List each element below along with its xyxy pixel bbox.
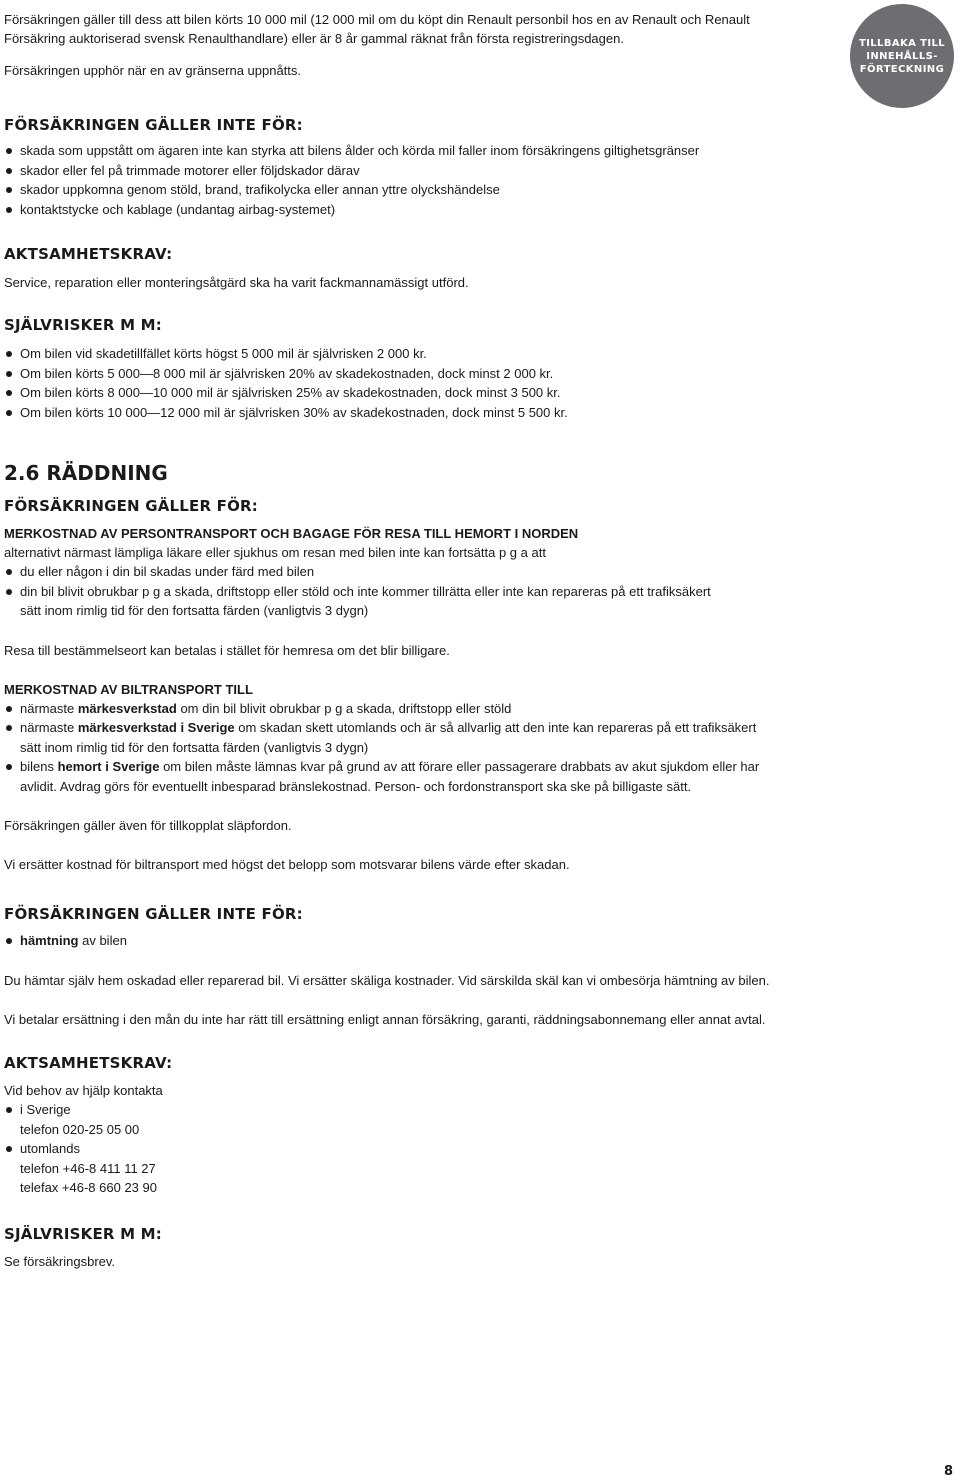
list-item: du eller någon i din bil skadas under färd med bilen <box>4 562 759 582</box>
section-heading: FÖRSÄKRINGEN GÄLLER INTE FÖR: <box>4 116 303 134</box>
list-item: Om bilen körts 10 000—12 000 mil är självrisken 30% av skadekostnaden, dock minst 5 500 kr. <box>4 403 568 423</box>
back-link-line-2: INNEHÅLLS- <box>866 50 938 62</box>
list-item: Om bilen körts 5 000—8 000 mil är självrisken 20% av skadekostnaden, dock minst 2 000 kr. <box>4 364 568 384</box>
intro-block <box>4 10 750 80</box>
fax-abroad: telefax +46-8 660 23 90 <box>20 1180 157 1195</box>
diligence-section <box>4 244 469 292</box>
intro-line-2: Försäkring auktoriserad svensk Renaulthandlare) eller är 8 år gammal räknat från första registreringsdagen. <box>4 31 624 46</box>
list-item-continuation: sätt inom rimlig tid för den fortsatta färden (vanligtvis 3 dygn) <box>20 603 369 618</box>
list-item: närmaste märkesverkstad i Sverige om skadan skett utomlands och är så allvarlig att den inte kan repareras på ett trafiksäkert <box>4 718 759 738</box>
list-item: Om bilen vid skadetillfället körts högst 5 000 mil är självrisken 2 000 kr. <box>4 344 568 364</box>
resa-text: Resa till bestämmelseort kan betalas i stället för hemresa om det blir billigare. <box>4 642 450 658</box>
back-to-toc-button[interactable] <box>850 4 954 108</box>
emphasis: hemort i Sverige <box>57 759 160 774</box>
emphasis: hämtning <box>20 933 79 948</box>
list-item: kontaktstycke och kablage (undantag airbag-systemet) <box>4 200 699 220</box>
phone-sweden: telefon 020-25 05 00 <box>20 1121 140 1137</box>
deductibles-section-2 <box>4 1224 162 1271</box>
exclusions-section-2 <box>4 904 769 1029</box>
list-item-continuation: avlidit. Avdrag görs för eventuellt inbesparad bränslekostnad. Person- och fordonstransport ska ske på billigaste sätt. <box>20 778 692 794</box>
car-transport-list-cont <box>4 757 759 777</box>
list-item: skada som uppstått om ägaren inte kan styrka att bilens ålder och körda mil faller inom försäkringens giltighetsgränser <box>4 141 699 161</box>
section-heading: SJÄLVRISKER M M: <box>4 1225 162 1243</box>
list-item-continuation: sätt inom rimlig tid för den fortsatta färden (vanligtvis 3 dygn) <box>20 739 369 755</box>
transport-list <box>4 562 759 601</box>
emphasis: märkesverkstad <box>77 700 177 716</box>
emphasis: märkesverkstad i Sverige <box>77 720 235 735</box>
section-title: 2.6 RÄDDNING <box>4 461 168 485</box>
list-item-line: din bil blivit obrukbar p g a skada, driftstopp eller stöld och inte kommer tillrätta eller inte kan repareras på ett trafiksäkert <box>20 583 711 599</box>
subheading-intro: alternativt närmast lämpliga läkare eller sjukhus om resan med bilen inte kan fortsätta p g a att <box>4 545 546 560</box>
contact-intro: Vid behov av hjälp kontakta <box>4 1083 163 1098</box>
back-link-line-1: TILLBAKA TILL <box>858 37 946 49</box>
trailer-text: Försäkringen gäller även för tillkopplat släpfordon. <box>4 818 292 833</box>
contact-list <box>4 1100 172 1120</box>
car-transport-list <box>4 699 759 738</box>
list-item: i Sverige <box>4 1100 172 1120</box>
list-item <box>4 582 759 602</box>
back-link-line-3: FÖRTECKNING <box>859 63 945 75</box>
phone-abroad: telefon +46-8 411 11 27 <box>20 1160 156 1176</box>
exclusions-section <box>4 115 699 219</box>
list-item: Om bilen körts 8 000—10 000 mil är självrisken 25% av skadekostnaden, dock minst 3 500 kr. <box>4 383 568 403</box>
deductibles-list <box>4 344 568 422</box>
page-number: 8 <box>944 1464 954 1479</box>
intro-line-1: Försäkringen gäller till dess att bilen körts 10 000 mil (12 000 mil om du köpt din Renault personbil hos en av Renault och Renault <box>4 12 750 27</box>
section-heading: FÖRSÄKRINGEN GÄLLER INTE FÖR: <box>4 905 303 923</box>
compensation-text: Vi ersätter kostnad för biltransport med högst det belopp som motsvarar bilens värde efter skadan. <box>4 857 570 872</box>
contact-list-cont <box>4 1139 172 1159</box>
deductible-text: Se försäkringsbrev. <box>4 1254 116 1269</box>
section-heading: SJÄLVRISKER M M: <box>4 316 162 334</box>
diligence-section-2 <box>4 1053 172 1198</box>
exclusions-list-2 <box>4 931 769 951</box>
exclusions-list <box>4 141 699 219</box>
compensation-limit-text: Vi betalar ersättning i den mån du inte har rätt till ersättning enligt annan försäkring, garanti, räddningsabonnemang eller annat avtal. <box>4 1011 766 1027</box>
intro-line-3: Försäkringen upphör när en av gränserna uppnåtts. <box>4 63 302 78</box>
section-heading: FÖRSÄKRINGEN GÄLLER FÖR: <box>4 497 259 515</box>
list-item: utomlands <box>4 1139 172 1159</box>
deductibles-section <box>4 315 568 422</box>
coverage-section <box>4 496 759 874</box>
subheading: MERKOSTNAD AV PERSONTRANSPORT OCH BAGAGE FÖR RESA TILL HEMORT I NORDEN <box>4 526 579 541</box>
pickup-text: Du hämtar själv hem oskadad eller reparerad bil. Vi ersätter skäliga kostnader. Vid särskilda skäl kan vi ombesörja hämtning av bilen. <box>4 972 770 988</box>
list-item: närmaste märkesverkstad om din bil blivit obrukbar p g a skada, driftstopp eller stöld <box>4 699 759 719</box>
list-item: skador uppkomna genom stöld, brand, trafikolycka eller annan yttre olyckshändelse <box>4 180 699 200</box>
diligence-text: Service, reparation eller monteringsåtgärd ska ha varit fackmannamässigt utförd. <box>4 275 469 290</box>
list-item: bilens hemort i Sverige om bilen måste lämnas kvar på grund av att förare eller passagerare drabbats av akut sjukdom eller har <box>4 757 759 777</box>
section-heading: AKTSAMHETSKRAV: <box>4 1054 173 1072</box>
list-item: skador eller fel på trimmade motorer eller följdskador därav <box>4 161 699 181</box>
section-heading: AKTSAMHETSKRAV: <box>4 245 173 263</box>
list-item: hämtning av bilen <box>4 931 769 951</box>
subheading: MERKOSTNAD AV BILTRANSPORT TILL <box>4 681 253 697</box>
